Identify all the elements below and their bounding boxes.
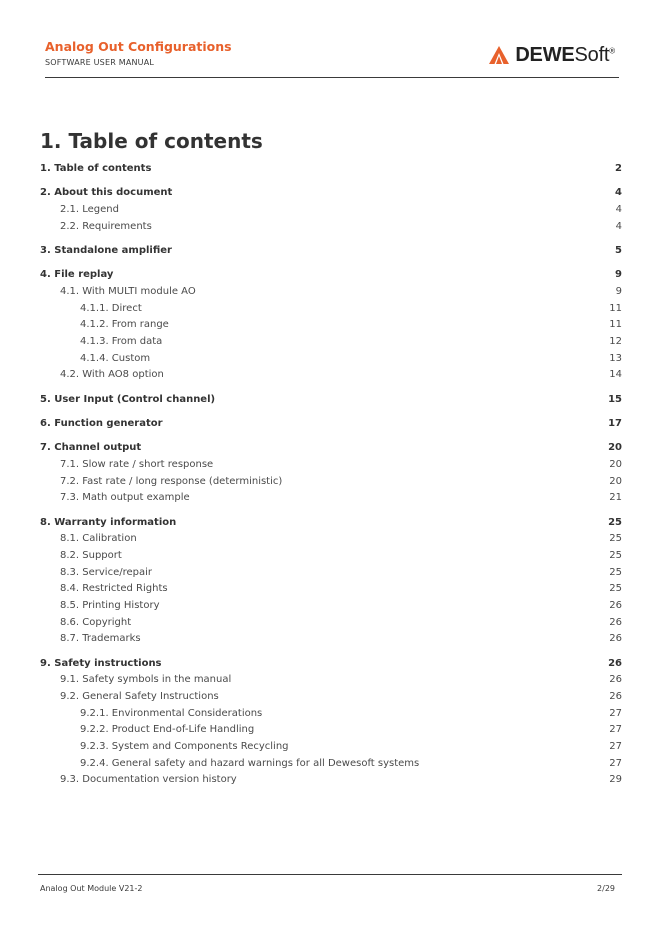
toc-entry[interactable]: [40, 581, 622, 598]
toc-entry[interactable]: [40, 392, 622, 409]
toc-entry-title: 2.2. Requirements: [60, 220, 152, 232]
toc-entry[interactable]: [40, 367, 622, 384]
toc-entry-page: 13: [609, 352, 622, 364]
toc-entry-page: 26: [609, 674, 622, 686]
page-header: [45, 39, 619, 78]
toc-entry-title: 9.2. General Safety Instructions: [60, 691, 219, 702]
toc-entry-page: 20: [609, 458, 622, 470]
dewesoft-logo-icon: [489, 46, 509, 64]
toc-entry-page: 29: [609, 774, 622, 786]
toc-entry[interactable]: [40, 185, 622, 202]
page-footer: [38, 874, 622, 897]
toc-entry[interactable]: [40, 706, 622, 723]
toc-entry-page: 26: [609, 599, 622, 611]
toc-entry-page: 21: [609, 492, 622, 504]
toc-entry-title: 8.1. Calibration: [60, 533, 137, 545]
toc-entry-page: 4: [615, 187, 622, 199]
toc-entry-page: 5: [615, 244, 622, 256]
toc-entry-title: 4.1.4. Custom: [80, 352, 151, 364]
toc-entry-title: 4.1.2. From range: [80, 319, 169, 331]
toc-entry-page: 26: [609, 633, 622, 645]
toc-entry[interactable]: [40, 548, 622, 565]
toc-entry-title: 5. User Input (Control channel): [40, 393, 216, 405]
dewesoft-logo: [489, 43, 615, 67]
toc-entry-title: 7.3. Math output example: [60, 492, 190, 504]
page-title: 1. Table of contents: [40, 129, 263, 153]
toc-entry-page: 27: [609, 724, 622, 736]
toc-entry-title: 8.3. Service/repair: [60, 566, 152, 578]
toc-entry-page: 26: [609, 691, 622, 702]
toc-entry[interactable]: [40, 756, 622, 773]
toc-entry-page: 25: [608, 516, 622, 528]
toc-entry-page: 25: [609, 549, 622, 561]
toc-entry-title: 4.1.1. Direct: [80, 302, 142, 314]
logo-wordmark: [515, 44, 615, 67]
toc-entry-page: 4: [615, 220, 622, 232]
logo-wordmark-bold: DEWE: [515, 43, 575, 66]
toc-entry-title: 9. Safety instructions: [40, 657, 162, 669]
toc-entry-title: 8.2. Support: [60, 549, 122, 561]
toc-entry-title: 9.3. Documentation version history: [60, 774, 237, 786]
toc-entry-page: 11: [609, 302, 622, 314]
toc-entry-title: 4. File replay: [40, 269, 114, 281]
toc-entry[interactable]: [40, 565, 622, 582]
toc-entry-title: 4.1.3. From data: [80, 335, 163, 347]
toc-entry-title: 7. Channel output: [40, 442, 142, 454]
toc-entry[interactable]: [40, 598, 622, 615]
toc-entry-page: 11: [609, 319, 622, 331]
toc-entry-title: 4.2. With AO8 option: [60, 369, 164, 381]
toc-entry-page: 25: [609, 583, 622, 595]
toc-entry-page: 14: [609, 369, 622, 381]
toc-entry-title: 1. Table of contents: [40, 163, 152, 174]
toc-entry[interactable]: [40, 301, 622, 318]
toc-entry-page: 12: [609, 335, 622, 347]
toc-entry-title: 9.2.2. Product End-of-Life Handling: [80, 724, 255, 736]
toc-entry[interactable]: [40, 531, 622, 548]
toc-entry[interactable]: [40, 219, 622, 236]
toc-entry[interactable]: [40, 440, 622, 457]
toc-entry-title: 2. About this document: [40, 187, 173, 199]
toc-entry-title: 6. Function generator: [40, 417, 163, 429]
toc-entry-title: 4.1. With MULTI module AO: [60, 285, 196, 297]
toc-entry-page: 26: [609, 616, 622, 628]
toc-entry[interactable]: [40, 772, 622, 789]
toc-entry[interactable]: [40, 202, 622, 219]
toc-entry-page: 2: [615, 163, 622, 174]
toc-entry-title: 9.2.3. System and Components Recycling: [80, 741, 289, 753]
toc-entry-title: 9.2.1. Environmental Considerations: [80, 707, 263, 719]
footer-page-number: 2/29: [597, 884, 615, 893]
footer-document-version: Analog Out Module V21-2: [40, 884, 143, 893]
logo-wordmark-regular: Soft: [574, 43, 610, 66]
toc-entry[interactable]: [40, 243, 622, 260]
toc-entry[interactable]: [40, 317, 622, 334]
toc-entry[interactable]: [40, 672, 622, 689]
toc-entry-title: 9.1. Safety symbols in the manual: [60, 674, 232, 686]
toc-entry-page: 26: [608, 657, 622, 669]
toc-entry-page: 25: [609, 533, 622, 545]
toc-entry-page: 20: [608, 442, 622, 454]
toc-entry[interactable]: [40, 615, 622, 632]
toc-entry-page: 25: [609, 566, 622, 578]
toc-entry-title: 8.7. Trademarks: [60, 633, 141, 645]
toc-entry[interactable]: [40, 457, 622, 474]
toc-entry[interactable]: [40, 284, 622, 301]
toc-entry[interactable]: [40, 334, 622, 351]
toc-entry-title: 2.1. Legend: [60, 203, 119, 215]
toc-entry[interactable]: [40, 351, 622, 368]
toc-entry-title: 7.1. Slow rate / short response: [60, 458, 214, 470]
toc-entry-title: 8.6. Copyright: [60, 616, 132, 628]
toc-entry-title: 3. Standalone amplifier: [40, 244, 172, 256]
toc-entry-title: 8.4. Restricted Rights: [60, 583, 168, 595]
toc-entry-page: 27: [609, 741, 622, 753]
table-of-contents: [40, 161, 622, 789]
toc-entry[interactable]: [40, 161, 622, 178]
toc-entry-title: 9.2.4. General safety and hazard warnings for all Dewesoft systems: [80, 757, 420, 769]
toc-entry[interactable]: [40, 515, 622, 532]
toc-entry[interactable]: [40, 739, 622, 756]
toc-entry-title: 8. Warranty information: [40, 516, 177, 528]
toc-entry-page: 4: [615, 203, 622, 215]
toc-entry[interactable]: [40, 490, 622, 507]
document-title: Analog Out Configurations: [45, 39, 232, 54]
toc-entry-page: 9: [615, 269, 622, 281]
toc-entry-title: 7.2. Fast rate / long response (deterministic): [60, 475, 283, 487]
toc-entry-page: 9: [615, 285, 622, 297]
toc-entry[interactable]: [40, 656, 622, 673]
toc-entry-page: 17: [608, 417, 622, 429]
toc-entry-page: 27: [609, 757, 622, 769]
toc-entry[interactable]: [40, 631, 622, 648]
toc-entry[interactable]: [40, 689, 622, 706]
toc-entry-page: 27: [609, 707, 622, 719]
document-subtitle: SOFTWARE USER MANUAL: [45, 58, 155, 67]
logo-registered-mark: ®: [609, 45, 615, 55]
toc-entry-page: 20: [609, 475, 622, 487]
toc-entry-page: 15: [608, 393, 622, 405]
toc-entry[interactable]: [40, 416, 622, 433]
toc-entry[interactable]: [40, 722, 622, 739]
toc-entry[interactable]: [40, 267, 622, 284]
toc-entry-title: 8.5. Printing History: [60, 599, 160, 611]
toc-entry[interactable]: [40, 474, 622, 491]
